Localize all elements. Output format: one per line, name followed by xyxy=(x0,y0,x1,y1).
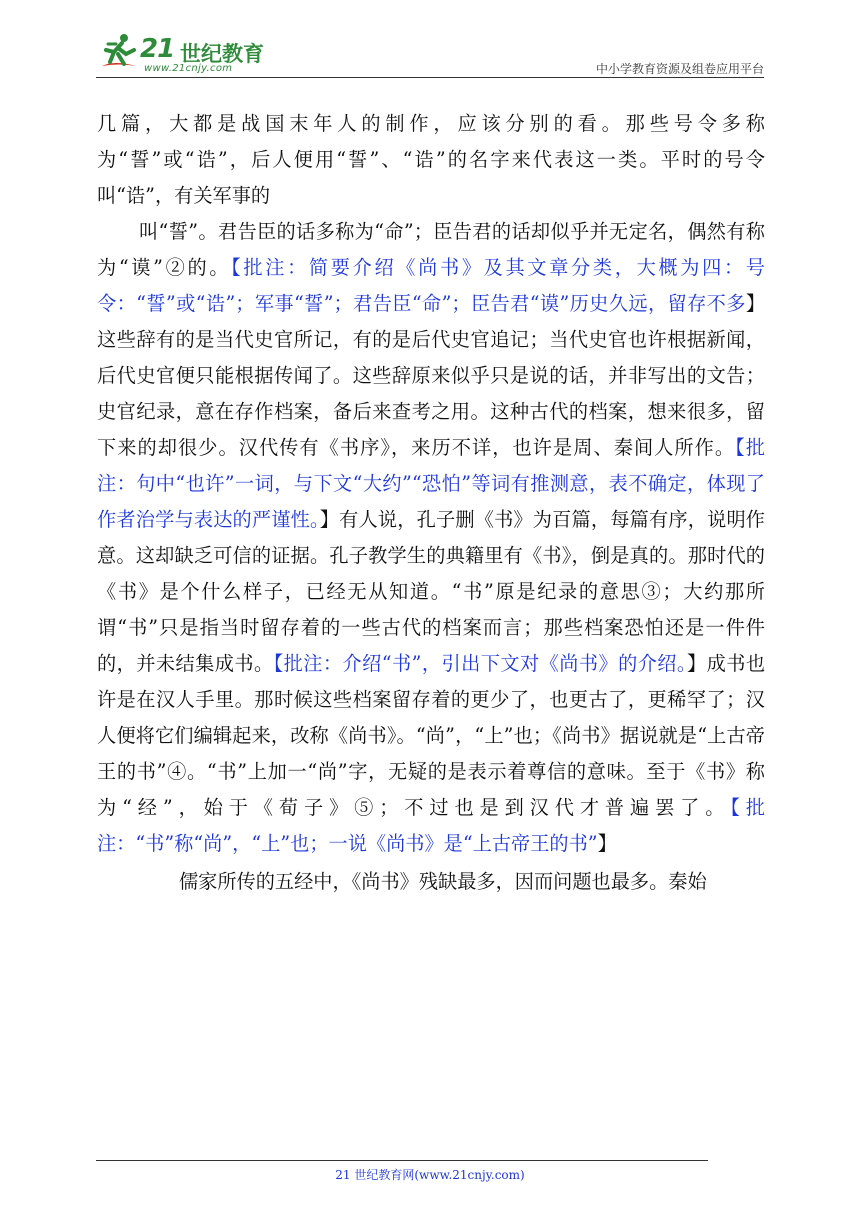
article-body xyxy=(97,106,765,900)
page-footer: 21 世纪教育网(www.21cnjy.com) xyxy=(335,1168,525,1182)
paragraph xyxy=(97,214,765,862)
body-text: 】 xyxy=(597,832,617,855)
page-header xyxy=(96,30,764,78)
body-text: 】成书也许是在汉人手里。那时候这些档案留存着的更少了，也更古了，更稀罕了；汉人便将它们编辑起来，改称《尚书》。“尚”，“上”也；《尚书》据说就是“上古帝王的书”④。“书”上加一“尚”字，无疑的是表示着尊信的意味。至于《书》称为“经”，始于《荀子》⑤；不过也是到汉代才普遍罢了。 xyxy=(97,652,766,819)
footer-divider xyxy=(96,1160,708,1161)
logo-url: www.21cnjy.com xyxy=(144,63,233,74)
header-divider xyxy=(96,77,764,78)
annotation: 【批注：“书”称“尚”，“上”也；一说《尚书》是“上古帝王的书” xyxy=(97,796,765,855)
paragraph: 几篇，大都是战国末年人的制作，应该分别的看。那些号令多称为“誓”或“诰”，后人便用“誓”、“诰”的名字来代表这一类。平时的号令叫“诰”，有关军事的 xyxy=(97,112,765,207)
logo-text: 世纪教育 xyxy=(180,42,264,66)
annotation: 【批注：简要介绍《尚书》及其文章分类，大概为四：号令：“誓”或“诰”；军事“誓”；君告臣“命”；臣告君“谟”历史久远，留存不多 xyxy=(97,256,765,315)
logo-number: 21 xyxy=(140,34,175,64)
body-text: 叫“誓”。君告臣的话多称为“命”；臣告君的话却似乎并无定名，偶然有称为“谟”②的。 xyxy=(97,220,765,279)
logo xyxy=(96,30,266,78)
platform-name: 中小学教育资源及组卷应用平台 xyxy=(595,62,764,76)
paragraph: 儒家所传的五经中，《尚书》残缺最多，因而问题也最多。秦始 xyxy=(179,870,707,893)
body-text: 】这些辞有的是当代史官所记，有的是后代史官追记；当代史官也许根据新闻，后代史官便只能根据传闻了。这些辞原来似乎只是说的话，并非写出的文告；史官纪录，意在存作档案，备后来查考之用。这种古代的档案，想来很多，留下来的却很少。汉代传有《书序》，来历不详，也许是周、秦间人所作。 xyxy=(97,292,765,459)
runner-logo-icon xyxy=(96,30,144,78)
annotation: 【批注：句中“也许”一词，与下文“大约”“恐怕”等词有推测意，表不确定，体现了作者治学与表达的严谨性。 xyxy=(97,436,765,531)
body-text: 】有人说，孔子删《书》为百篇，每篇有序，说明作意。这却缺乏可信的证据。孔子教学生的典籍里有《书》，倒是真的。那时代的《书》是个什么样子，已经无从知道。“书”原是纪录的意思③；大约那所谓“书”只是指当时留存着的一些古代的档案而言；那些档案恐怕还是一件件的，并未结集成书。 xyxy=(97,508,765,675)
annotation: 【批注：介绍“书”，引出下文对《尚书》的介绍。 xyxy=(273,652,687,675)
